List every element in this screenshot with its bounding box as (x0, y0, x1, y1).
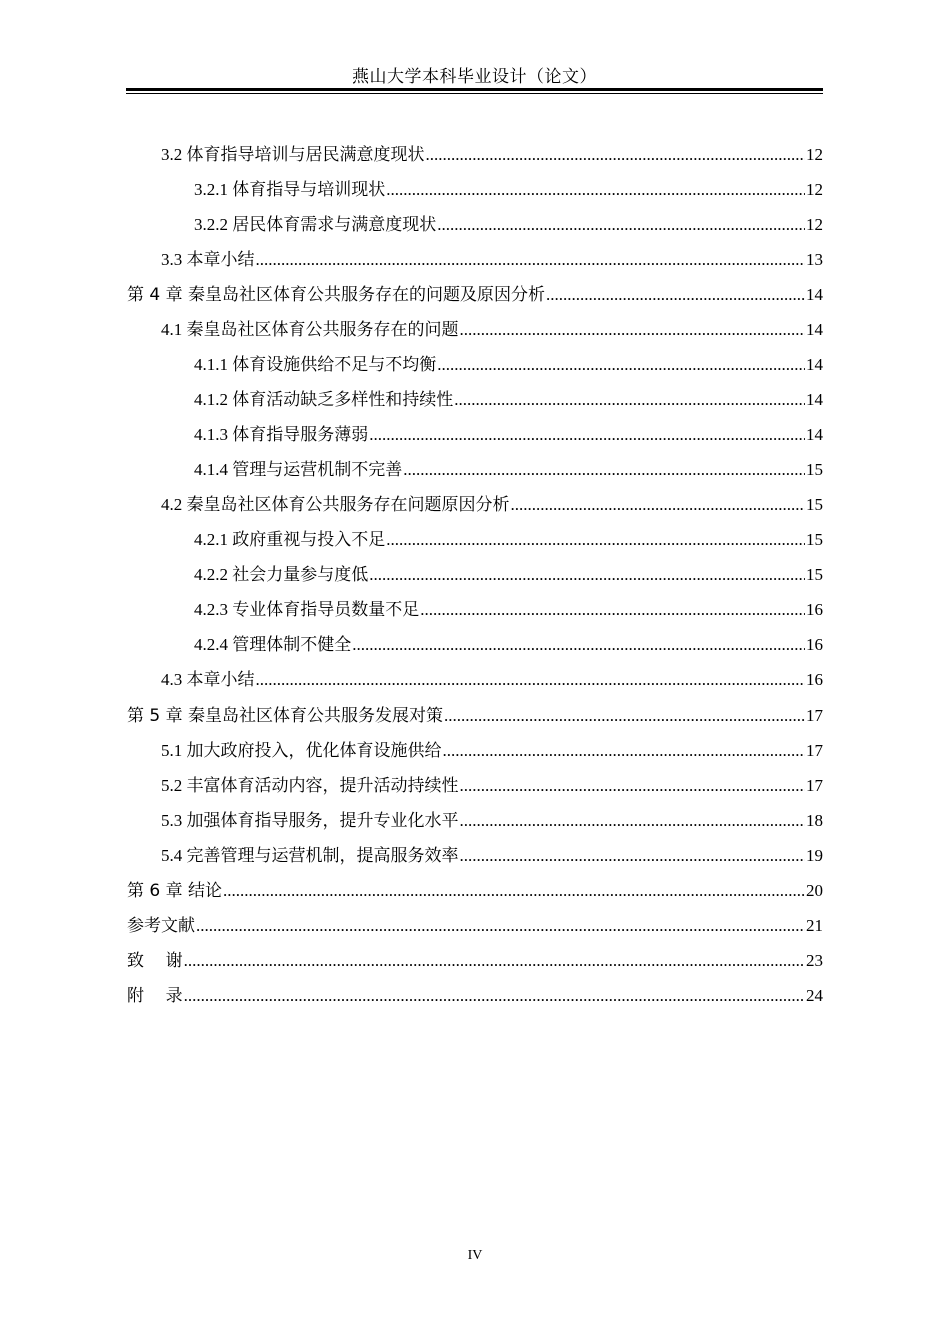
toc-entry-page: 15 (806, 495, 823, 514)
toc-entry-page: 14 (806, 425, 823, 444)
toc-entry-title: 3.2 体育指导培训与居民满意度现状 (161, 145, 425, 164)
toc-entry[interactable] (194, 528, 823, 552)
toc-entry[interactable] (161, 774, 823, 798)
toc-entry-page: 16 (806, 670, 823, 689)
toc-dot-leader (256, 668, 806, 692)
toc-entry-page: 21 (806, 916, 823, 935)
toc-entry-page: 15 (806, 565, 823, 584)
toc-entry-title: 第 4 章 秦皇岛社区体育公共服务存在的问题及原因分析 (127, 285, 546, 305)
toc-entry-page: 16 (806, 635, 823, 654)
toc-entry[interactable] (161, 844, 823, 868)
toc-dot-leader (256, 248, 806, 272)
toc-entry-page: 12 (806, 145, 823, 164)
toc-entry[interactable] (161, 143, 823, 167)
toc-entry[interactable] (161, 318, 823, 342)
toc-dot-leader (460, 844, 806, 868)
toc-dot-leader (546, 283, 805, 307)
toc-entry[interactable] (127, 704, 823, 728)
toc-dot-leader (437, 353, 805, 377)
toc-entry-title: 4.1.4 管理与运营机制不完善 (194, 460, 403, 479)
page-number: IV (467, 1248, 483, 1263)
toc-entry[interactable] (161, 668, 823, 692)
toc-entry[interactable] (161, 248, 823, 272)
toc-entry-title: 4.2.3 专业体育指导员数量不足 (194, 600, 420, 619)
toc-entry[interactable] (194, 598, 823, 622)
toc-entry-title: 5.1 加大政府投入，优化体育设施供给 (161, 741, 442, 760)
toc-entry[interactable] (194, 458, 823, 482)
toc-entry-page: 12 (806, 180, 823, 199)
toc-entry-title: 4.1.2 体育活动缺乏多样性和持续性 (194, 390, 454, 409)
toc-entry-title: 4.1 秦皇岛社区体育公共服务存在的问题 (161, 320, 459, 339)
toc-entry-page: 13 (806, 250, 823, 269)
toc-entry-title: 5.4 完善管理与运营机制，提高服务效率 (161, 846, 459, 865)
toc-dot-leader (454, 388, 805, 412)
toc-entry-page: 17 (806, 776, 823, 795)
toc-dot-leader (444, 704, 805, 728)
toc-entry-title: 4.1.1 体育设施供给不足与不均衡 (194, 355, 437, 374)
toc-entry-page: 23 (806, 951, 823, 970)
toc-entry[interactable] (194, 178, 823, 202)
toc-entry-page: 17 (806, 706, 823, 725)
toc-entry-page: 14 (806, 285, 823, 304)
toc-entry-title: 4.2.1 政府重视与投入不足 (194, 530, 386, 549)
toc-dot-leader (460, 774, 806, 798)
toc-entry[interactable] (194, 633, 823, 657)
toc-dot-leader (460, 809, 806, 833)
toc-entry[interactable] (127, 283, 823, 307)
page-header-title: 燕山大学本科毕业设计（论文） (352, 67, 597, 86)
toc-entry[interactable] (194, 423, 823, 447)
toc-dot-leader (443, 739, 806, 763)
toc-entry-page: 14 (806, 355, 823, 374)
toc-dot-leader (196, 914, 805, 938)
toc-entry-title: 3.2.2 居民体育需求与满意度现状 (194, 215, 437, 234)
toc-entry-title: 第 5 章 秦皇岛社区体育公共服务发展对策 (127, 706, 444, 726)
toc-entry[interactable] (127, 949, 823, 973)
toc-entry-page: 17 (806, 741, 823, 760)
toc-entry-page: 15 (806, 460, 823, 479)
toc-entry-title: 4.3 本章小结 (161, 670, 255, 689)
toc-entry-title: 附 录 (127, 986, 183, 1006)
toc-entry-title: 第 6 章 结论 (127, 881, 223, 901)
toc-dot-leader (403, 458, 805, 482)
toc-dot-leader (223, 879, 805, 903)
toc-entry-page: 16 (806, 600, 823, 619)
toc-entry-page: 12 (806, 215, 823, 234)
toc-entry-title: 参考文献 (127, 916, 195, 936)
toc-entry[interactable] (161, 809, 823, 833)
toc-dot-leader (386, 178, 805, 202)
toc-entry-title: 5.3 加强体育指导服务，提升专业化水平 (161, 811, 459, 830)
toc-dot-leader (420, 598, 805, 622)
toc-entry[interactable] (194, 563, 823, 587)
toc-entry-page: 18 (806, 811, 823, 830)
toc-entry-title: 3.2.1 体育指导与培训现状 (194, 180, 386, 199)
toc-entry[interactable] (194, 388, 823, 412)
toc-entry-page: 14 (806, 390, 823, 409)
toc-dot-leader (460, 318, 806, 342)
toc-entry-title: 致 谢 (127, 951, 183, 971)
toc-entry[interactable] (127, 879, 823, 903)
toc-entry-page: 14 (806, 320, 823, 339)
toc-entry[interactable] (127, 984, 823, 1008)
toc-dot-leader (437, 213, 805, 237)
toc-entry-title: 4.2.4 管理体制不健全 (194, 635, 352, 654)
toc-entry[interactable] (194, 213, 823, 237)
toc-entry-title: 5.2 丰富体育活动内容，提升活动持续性 (161, 776, 459, 795)
toc-entry-title: 4.1.3 体育指导服务薄弱 (194, 425, 369, 444)
toc-entry-page: 20 (806, 881, 823, 900)
toc-entry[interactable] (161, 493, 823, 517)
toc-entry[interactable] (194, 353, 823, 377)
toc-dot-leader (184, 984, 805, 1008)
toc-entry-page: 15 (806, 530, 823, 549)
toc-entry-page: 19 (806, 846, 823, 865)
toc-entry-title: 3.3 本章小结 (161, 250, 255, 269)
toc-entry-page: 24 (806, 986, 823, 1005)
toc-dot-leader (352, 633, 805, 657)
toc-dot-leader (369, 563, 805, 587)
toc-entry[interactable] (161, 739, 823, 763)
toc-dot-leader (369, 423, 805, 447)
toc-entry-title: 4.2 秦皇岛社区体育公共服务存在问题原因分析 (161, 495, 510, 514)
toc-dot-leader (511, 493, 806, 517)
toc-entry[interactable] (127, 914, 823, 938)
toc-entry-title: 4.2.2 社会力量参与度低 (194, 565, 369, 584)
toc-dot-leader (386, 528, 805, 552)
toc-dot-leader (426, 143, 806, 167)
toc-dot-leader (184, 949, 805, 973)
